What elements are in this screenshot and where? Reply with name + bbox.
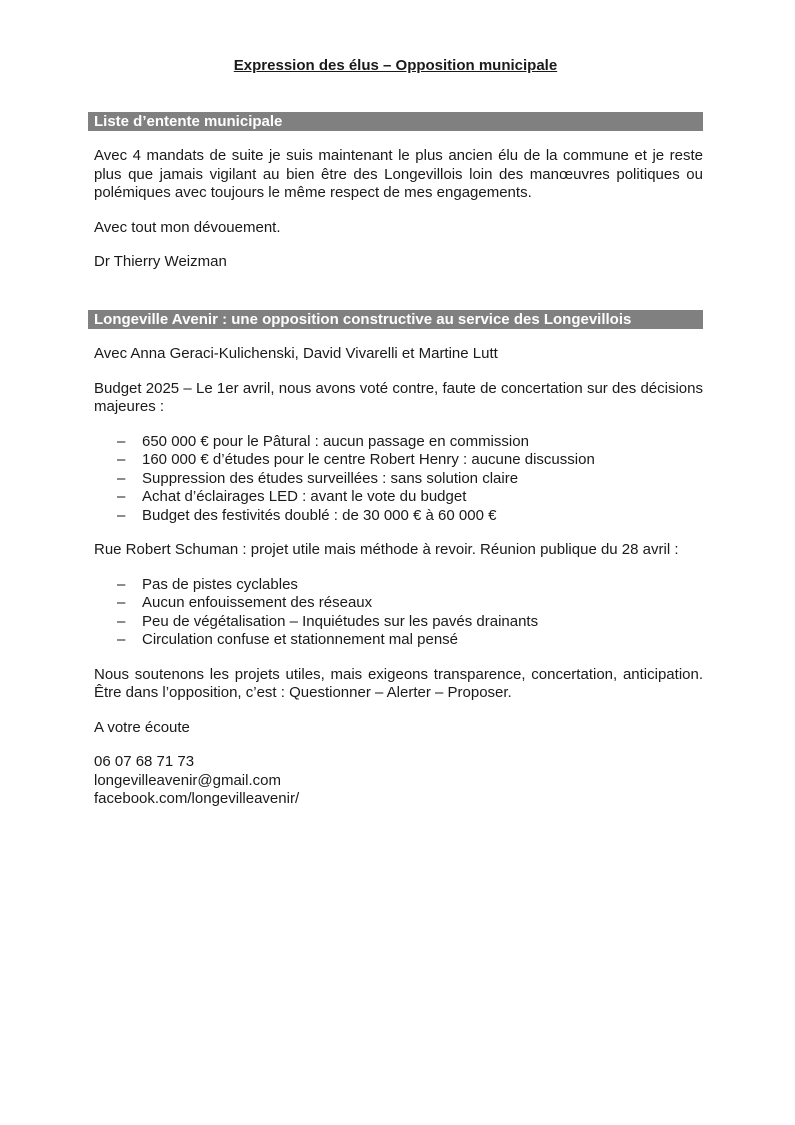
dash-marker: – bbox=[117, 432, 126, 450]
list-item: – 160 000 € d’études pour le centre Robert Henry : aucune discussion bbox=[117, 451, 595, 468]
conclusion-line-2: Être dans l’opposition, c’est : Questionner – Alerter – Proposer. bbox=[94, 684, 512, 701]
avenir-intro: Avec Anna Geraci-Kulichenski, David Vivarelli et Martine Lutt bbox=[94, 345, 498, 362]
contact-facebook[interactable]: facebook.com/longevilleavenir/ bbox=[94, 790, 300, 807]
contact-phone: 06 07 68 71 73 bbox=[94, 753, 195, 770]
document-title: Expression des élus – Opposition municipale bbox=[233, 57, 558, 74]
dash-marker: – bbox=[117, 575, 126, 593]
closing-text: A votre écoute bbox=[94, 718, 190, 736]
rue-list bbox=[94, 576, 703, 650]
budget-intro: Budget 2025 – Le 1er avril, nous avons voté contre, faute de concertation sur des décisions majeures : bbox=[94, 379, 703, 415]
list-item: – Suppression des études surveillées : sans solution claire bbox=[117, 469, 519, 487]
list-item: – Budget des festivités doublé : de 30 000 € à 60 000 € bbox=[117, 506, 497, 524]
dash-marker: – bbox=[117, 594, 126, 611]
dash-marker: – bbox=[117, 451, 126, 468]
contact-email[interactable]: longevilleavenir@gmail.com bbox=[94, 771, 281, 789]
entente-signature: Dr Thierry Weizman bbox=[94, 253, 227, 270]
dash-marker: – bbox=[117, 631, 126, 648]
list-item: – Achat d’éclairages LED : avant le vote du budget bbox=[117, 488, 467, 505]
list-item: – Aucun enfouissement des réseaux bbox=[117, 594, 373, 611]
conclusion bbox=[94, 666, 703, 703]
dash-marker: – bbox=[117, 488, 126, 505]
section-header-entente: Liste d’entente municipale bbox=[88, 112, 703, 131]
dash-marker: – bbox=[117, 506, 126, 524]
contact-block bbox=[94, 753, 703, 809]
entente-paragraph: Avec 4 mandats de suite je suis maintenant le plus ancien élu de la commune et je reste plus que jamais vigilant au bien être des Longevillois loin des manœuvres politiques ou polémiques avec toujours le même respect de mes engagements. bbox=[94, 147, 703, 201]
rue-intro: Rue Robert Schuman : projet utile mais méthode à revoir. Réunion publique du 28 avril : bbox=[94, 541, 679, 558]
section-body-avenir bbox=[94, 345, 703, 809]
conclusion-line-1: Nous soutenons les projets utiles, mais exigeons transparence, concertation, anticipation. bbox=[94, 665, 703, 683]
list-item: – Circulation confuse et stationnement mal pensé bbox=[117, 631, 459, 648]
list-item: – 650 000 € pour le Pâtural : aucun passage en commission bbox=[117, 432, 529, 450]
list-item: – Pas de pistes cyclables bbox=[117, 575, 298, 593]
dash-marker: – bbox=[117, 612, 126, 630]
dash-marker: – bbox=[117, 469, 126, 487]
section-body-entente bbox=[94, 147, 703, 272]
section-header-avenir: Longeville Avenir : une opposition constructive au service des Longevillois bbox=[88, 310, 703, 329]
entente-devotion: Avec tout mon dévouement. bbox=[94, 218, 281, 236]
list-item: – Peu de végétalisation – Inquiétudes sur les pavés drainants bbox=[117, 612, 539, 630]
budget-list bbox=[94, 433, 703, 526]
